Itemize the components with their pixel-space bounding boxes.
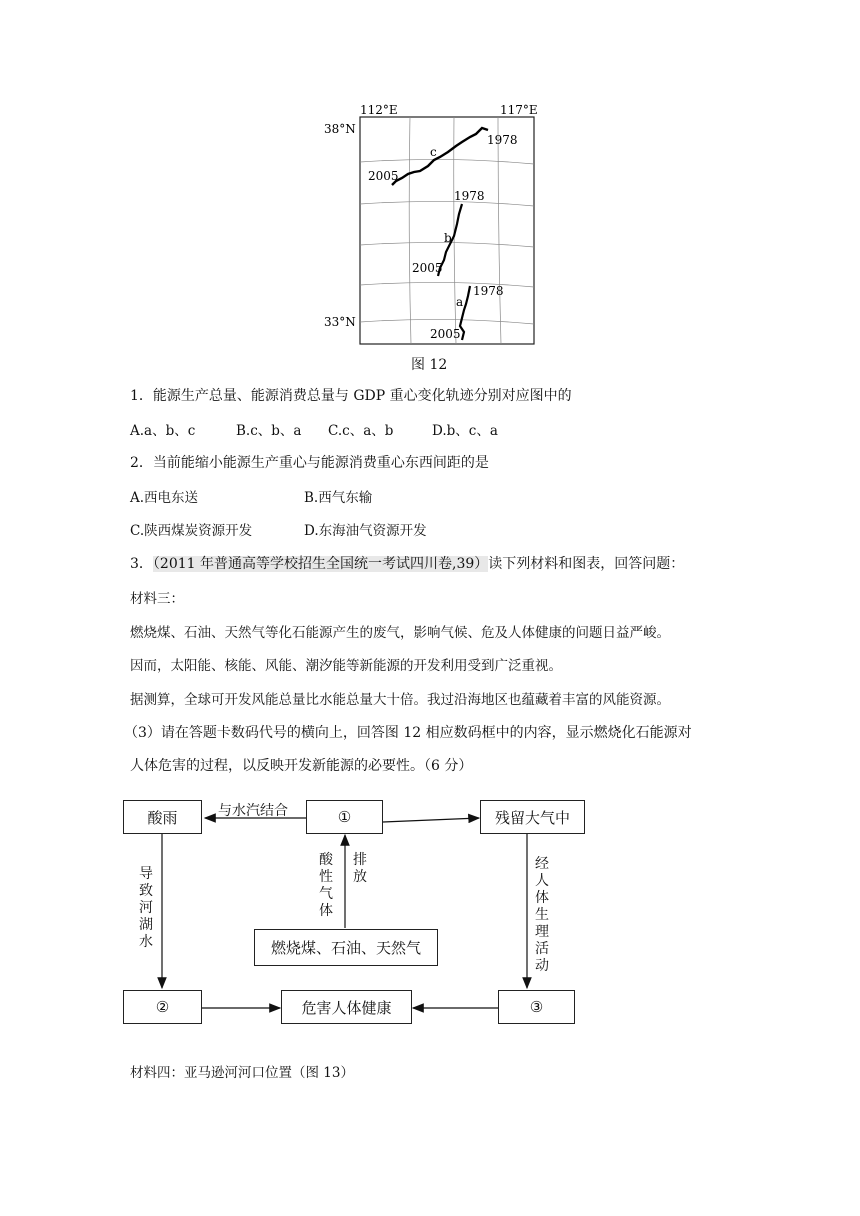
flow-label-emit: 排放 bbox=[353, 852, 367, 885]
lat-bottom-label: 33°N bbox=[324, 315, 356, 329]
flow-box-fuel: 燃烧煤、石油、天然气 bbox=[254, 929, 438, 966]
flow-box-residual: 残留大气中 bbox=[480, 800, 585, 834]
material-3-line-2: 因而，太阳能、核能、风能、潮汐能等新能源的开发利用受到广泛重视。 bbox=[130, 658, 562, 674]
flow-box-acid-rain: 酸雨 bbox=[123, 800, 202, 834]
lat-top-label: 38°N bbox=[324, 122, 356, 136]
curve-a-label: a bbox=[456, 295, 464, 309]
q3-prompt-line-2: 人体危害的过程，以反映开发新能源的必要性。（6 分） bbox=[130, 758, 473, 774]
q2-option-c: C.陕西煤炭资源开发 bbox=[130, 523, 253, 539]
q3-number: 3． bbox=[130, 556, 153, 572]
flow-box-2: ② bbox=[123, 990, 202, 1024]
curve-c-start-year: 1978 bbox=[487, 133, 518, 147]
curve-b-label: b bbox=[444, 231, 452, 245]
curve-a-start-year: 1978 bbox=[473, 284, 504, 298]
curve-c-label: c bbox=[430, 145, 437, 159]
flow-label-combine: 与水汽结合 bbox=[218, 803, 288, 819]
q3-source: （2011 年普通高等学校招生全国统一考试四川卷,39） bbox=[152, 556, 489, 572]
flow-label-river: 导致河湖水 bbox=[139, 866, 153, 950]
flow-label-acid-gas: 酸性气体 bbox=[319, 852, 333, 919]
material-3-line-1: 燃烧煤、石油、天然气等化石能源产生的废气，影响气候、危及人体健康的问题日益严峻。 bbox=[130, 625, 670, 641]
figure-12-caption: 图 12 bbox=[411, 357, 448, 373]
flow-box-harm: 危害人体健康 bbox=[281, 990, 412, 1024]
q1-option-c: C.c、a、b bbox=[328, 423, 394, 439]
flow-box-1: ① bbox=[306, 800, 383, 834]
lon-right-label: 117°E bbox=[500, 103, 538, 117]
material-3-line-3: 据测算，全球可开发风能总量比水能总量大十倍。我过沿海地区也蕴藏着丰富的风能资源。 bbox=[130, 692, 670, 708]
curve-b-start-year: 1978 bbox=[454, 189, 485, 203]
q2-stem: 2．当前能缩小能源生产重心与能源消费重心东西间距的是 bbox=[130, 455, 489, 471]
curve-b-end-year: 2005 bbox=[412, 261, 443, 275]
curve-a-end-year: 2005 bbox=[430, 327, 461, 341]
q1-stem: 1．能源生产总量、能源消费总量与 GDP 重心变化轨迹分别对应图中的 bbox=[130, 388, 572, 404]
q2-option-a: A.西电东送 bbox=[130, 490, 199, 506]
q1-option-a: A.a、b、c bbox=[130, 423, 196, 439]
q2-option-d: D.东海油气资源开发 bbox=[304, 523, 427, 539]
q3-prompt-line-1: （3）请在答题卡数码代号的横向上，回答图 12 相应数码框中的内容，显示燃烧化石能源对 bbox=[124, 725, 692, 741]
lon-left-label: 112°E bbox=[360, 103, 398, 117]
material-4: 材料四：亚马逊河河口位置（图 13） bbox=[130, 1065, 354, 1081]
q1-option-d: D.b、c、a bbox=[432, 423, 498, 439]
flow-box-3: ③ bbox=[498, 990, 575, 1024]
material-3-title: 材料三： bbox=[130, 591, 184, 607]
q1-option-b: B.c、b、a bbox=[236, 423, 302, 439]
q2-option-b: B.西气东输 bbox=[304, 490, 373, 506]
flow-label-body: 经人体生理活动 bbox=[535, 856, 549, 974]
q3-instruction: 读下列材料和图表，回答问题： bbox=[488, 556, 685, 572]
curve-c-end-year: 2005 bbox=[368, 169, 399, 183]
